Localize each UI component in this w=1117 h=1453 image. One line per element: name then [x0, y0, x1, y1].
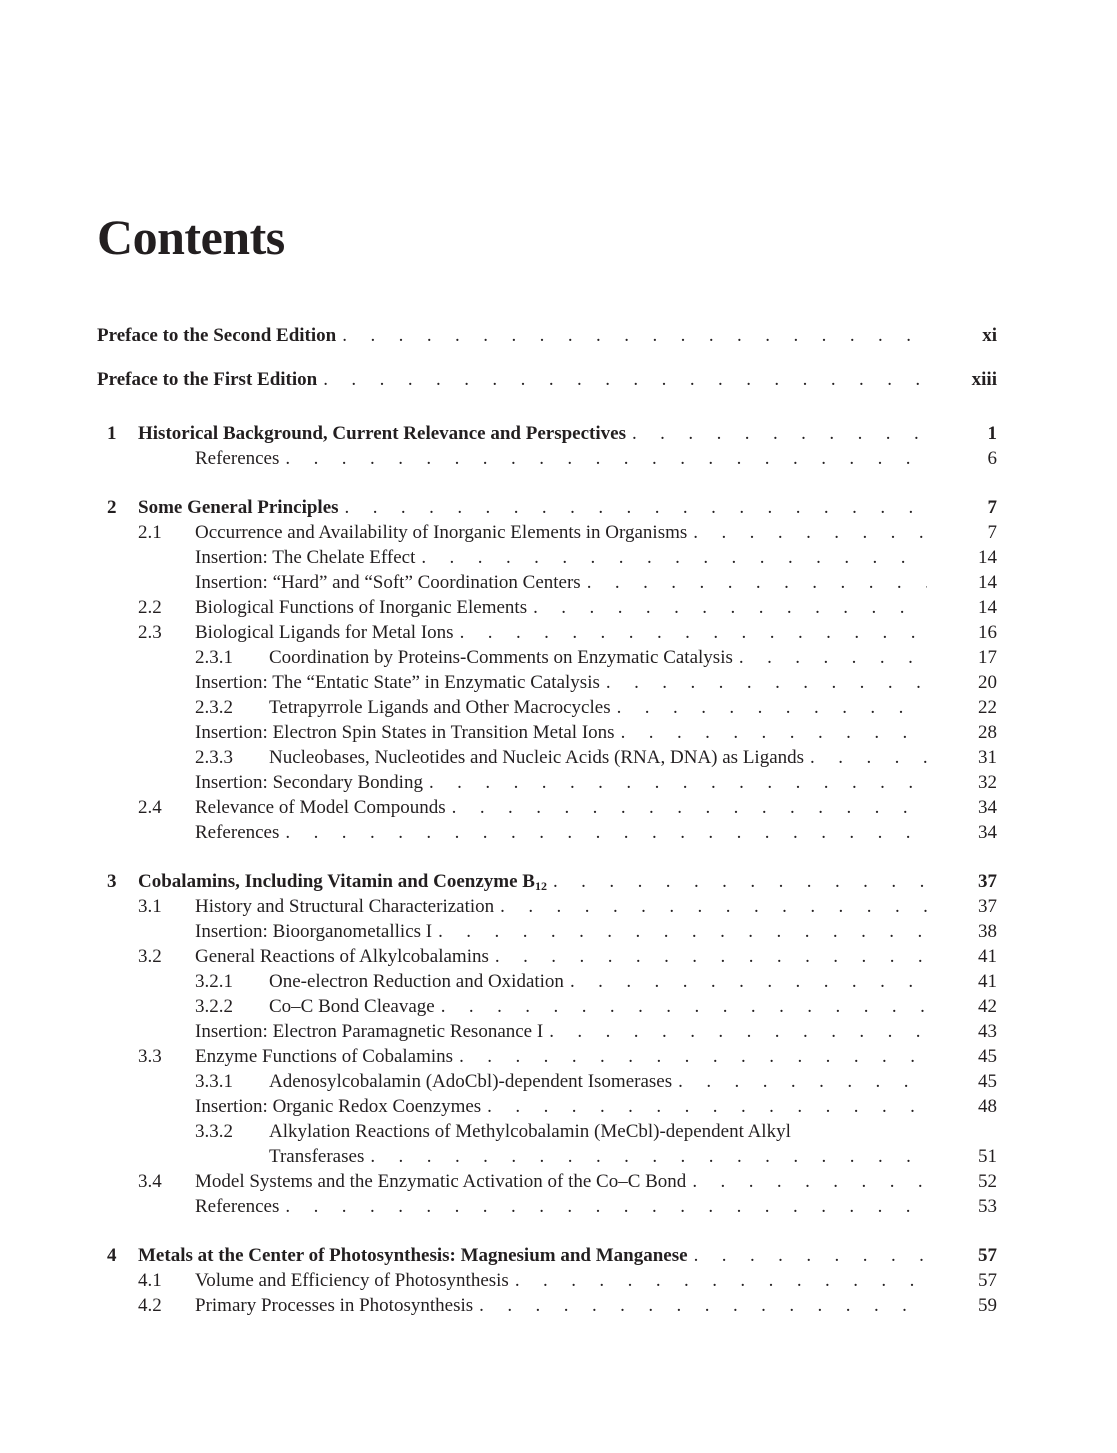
toc-entry-preface-second-edition[interactable] [97, 323, 997, 348]
page-number: 34 [978, 822, 997, 843]
entry-title: Insertion: Secondary Bonding [195, 772, 423, 793]
toc-entry[interactable] [97, 1169, 997, 1194]
dot-leader [615, 720, 927, 745]
section-number: 2.1 [138, 522, 162, 543]
toc-entry[interactable] [97, 446, 997, 471]
entry-title: Biological Functions of Inorganic Elements [195, 597, 528, 618]
section-number: 4.1 [138, 1270, 162, 1291]
dot-leader [339, 495, 927, 520]
page-number: 6 [987, 448, 997, 469]
section-number: 3.2 [138, 946, 162, 967]
section-number: 2.3 [138, 622, 162, 643]
page-number: 20 [978, 672, 997, 693]
entry-title: Insertion: The “Entatic State” in Enzymatic Catalysis [195, 672, 600, 693]
dot-leader [453, 1044, 927, 1069]
page-number: 57 [978, 1270, 997, 1291]
dot-leader [489, 944, 927, 969]
toc-chapter-1[interactable] [97, 421, 997, 446]
page-number: 31 [978, 747, 997, 768]
chapter-title-subscript: 12 [534, 879, 547, 893]
toc-entry-continuation[interactable] [97, 1144, 997, 1169]
page-number: 48 [978, 1096, 997, 1117]
page-number: 59 [978, 1295, 997, 1316]
page-number: 37 [978, 896, 997, 917]
toc-entry[interactable] [97, 1119, 997, 1144]
page-number: 34 [978, 797, 997, 818]
subsection-number: 2.3.2 [195, 697, 233, 718]
chapter-title-main: Cobalamins, Including Vitamin and Coenzyme B [138, 871, 535, 892]
section-number: 4.2 [138, 1295, 162, 1316]
dot-leader [415, 545, 927, 570]
page-number: 37 [978, 871, 997, 892]
toc-entry[interactable] [97, 670, 997, 695]
toc-entry[interactable] [97, 1194, 997, 1219]
entry-title: Enzyme Functions of Cobalamins [195, 1046, 454, 1067]
entry-title: Relevance of Model Compounds [195, 797, 446, 818]
toc-entry[interactable] [97, 1019, 997, 1044]
toc-chapter-3[interactable] [97, 869, 997, 894]
dot-leader [611, 695, 927, 720]
page-number: 7 [987, 497, 997, 518]
toc-chapter-4[interactable] [97, 1243, 997, 1268]
section-number: 3.3 [138, 1046, 162, 1067]
section-number: 2.4 [138, 797, 162, 818]
subsection-number: 3.3.2 [195, 1121, 233, 1142]
entry-title: Preface to the Second Edition [97, 325, 337, 346]
entry-title: General Reactions of Alkylcobalamins [195, 946, 489, 967]
entry-title: Model Systems and the Enzymatic Activation of the Co–C Bond [195, 1171, 687, 1192]
dot-leader [494, 894, 927, 919]
page-number: 52 [978, 1171, 997, 1192]
dot-leader [672, 1069, 927, 1094]
toc-entry[interactable] [97, 1069, 997, 1094]
toc-entry[interactable] [97, 944, 997, 969]
toc-entry[interactable] [97, 545, 997, 570]
page-number: 38 [978, 921, 997, 942]
dot-leader [688, 1243, 927, 1268]
toc-entry[interactable] [97, 894, 997, 919]
entry-title: Insertion: Electron Paramagnetic Resonance I [195, 1021, 544, 1042]
dot-leader [600, 670, 927, 695]
toc-entry[interactable] [97, 1293, 997, 1318]
entry-title: Biological Ligands for Metal Ions [195, 622, 454, 643]
page-number: 14 [978, 547, 997, 568]
page-number: 45 [978, 1046, 997, 1067]
dot-leader [733, 645, 927, 670]
toc-chapter-2[interactable] [97, 495, 997, 520]
page-number: 43 [978, 1021, 997, 1042]
dot-leader [364, 1144, 927, 1169]
entry-title: References [195, 1196, 280, 1217]
entry-title: Adenosylcobalamin (AdoCbl)-dependent Isomerases [269, 1071, 673, 1092]
dot-leader [687, 520, 927, 545]
toc-entry[interactable] [97, 1268, 997, 1293]
entry-title: Occurrence and Availability of Inorganic Elements in Organisms [195, 522, 688, 543]
toc-entry[interactable] [97, 520, 997, 545]
page-number: 51 [978, 1146, 997, 1167]
page-number: 53 [978, 1196, 997, 1217]
toc-entry[interactable] [97, 770, 997, 795]
page-number: 42 [978, 996, 997, 1017]
dot-leader [581, 570, 927, 595]
toc-entry[interactable] [97, 1044, 997, 1069]
page-number: 17 [978, 647, 997, 668]
table-of-contents [97, 323, 997, 1318]
toc-entry[interactable] [97, 994, 997, 1019]
toc-entry[interactable] [97, 969, 997, 994]
dot-leader [509, 1268, 927, 1293]
toc-entry[interactable] [97, 620, 997, 645]
page-number: xiii [971, 369, 997, 390]
entry-title: Insertion: The Chelate Effect [195, 547, 416, 568]
chapter-title: Some General Principles [138, 497, 339, 518]
chapter-title: Historical Background, Current Relevance and Perspectives [138, 423, 626, 444]
chapter-title [138, 869, 547, 894]
subsection-number: 2.3.1 [195, 647, 233, 668]
entry-title: Insertion: Electron Spin States in Transition Metal Ions [195, 722, 615, 743]
entry-title: Tetrapyrrole Ligands and Other Macrocycles [269, 697, 611, 718]
toc-entry[interactable] [97, 745, 997, 770]
page-number: 7 [987, 522, 997, 543]
dot-leader [564, 969, 927, 994]
page-number: 45 [978, 1071, 997, 1092]
page-number: xi [982, 325, 997, 346]
entry-title: Co–C Bond Cleavage [269, 996, 435, 1017]
dot-leader [527, 595, 927, 620]
toc-entry[interactable] [97, 570, 997, 595]
toc-entry[interactable] [97, 1094, 997, 1119]
dot-leader [473, 1293, 927, 1318]
dot-leader [279, 820, 927, 845]
entry-title: References [195, 448, 280, 469]
section-number: 2.2 [138, 597, 162, 618]
page-number: 14 [978, 572, 997, 593]
section-number: 3.1 [138, 896, 162, 917]
toc-entry[interactable] [97, 595, 997, 620]
page-number: 32 [978, 772, 997, 793]
chapter-title: Metals at the Center of Photosynthesis: Magnesium and Manganese [138, 1245, 688, 1266]
dot-leader [435, 994, 927, 1019]
subsection-number: 3.3.1 [195, 1071, 233, 1092]
chapter-number: 4 [107, 1245, 117, 1266]
dot-leader [547, 869, 927, 894]
subsection-number: 2.3.3 [195, 747, 233, 768]
entry-title: Preface to the First Edition [97, 369, 318, 390]
entry-title: Coordination by Proteins-Comments on Enzymatic Catalysis [269, 647, 733, 668]
dot-leader [336, 323, 927, 348]
toc-entry[interactable] [97, 645, 997, 670]
dot-leader [481, 1094, 927, 1119]
toc-entry-preface-first-edition[interactable] [97, 367, 997, 392]
section-number: 3.4 [138, 1171, 162, 1192]
chapter-number: 1 [107, 423, 117, 444]
dot-leader [686, 1169, 927, 1194]
page-number: 1 [987, 423, 997, 444]
dot-leader [626, 421, 927, 446]
entry-title-line-1: Alkylation Reactions of Methylcobalamin (MeCbl)-dependent Alkyl [269, 1121, 791, 1142]
entry-title: Nucleobases, Nucleotides and Nucleic Acids (RNA, DNA) as Ligands [269, 747, 805, 768]
dot-leader [446, 795, 927, 820]
entry-title: Insertion: Bioorganometallics I [195, 921, 433, 942]
page-number: 28 [978, 722, 997, 743]
entry-title: Primary Processes in Photosynthesis [195, 1295, 474, 1316]
dot-leader [432, 919, 927, 944]
dot-leader [423, 770, 927, 795]
dot-leader [804, 745, 927, 770]
page-title: Contents [97, 209, 285, 265]
entry-title: Volume and Efficiency of Photosynthesis [195, 1270, 509, 1291]
entry-title: Insertion: “Hard” and “Soft” Coordination Centers [195, 572, 581, 593]
page-number: 41 [978, 946, 997, 967]
dot-leader [317, 367, 927, 392]
subsection-number: 3.2.1 [195, 971, 233, 992]
entry-title-line-2: Transferases [269, 1146, 365, 1167]
page-number: 14 [978, 597, 997, 618]
page-number: 22 [978, 697, 997, 718]
dot-leader [279, 446, 927, 471]
page-number: 57 [978, 1245, 997, 1266]
toc-entry[interactable] [97, 795, 997, 820]
page-number: 16 [978, 622, 997, 643]
page-number: 41 [978, 971, 997, 992]
entry-title: One-electron Reduction and Oxidation [269, 971, 564, 992]
toc-entry[interactable] [97, 720, 997, 745]
dot-leader [454, 620, 927, 645]
toc-entry[interactable] [97, 695, 997, 720]
entry-title: Insertion: Organic Redox Coenzymes [195, 1096, 482, 1117]
dot-leader [279, 1194, 927, 1219]
toc-entry[interactable] [97, 820, 997, 845]
entry-title: References [195, 822, 280, 843]
dot-leader [543, 1019, 927, 1044]
toc-entry[interactable] [97, 919, 997, 944]
subsection-number: 3.2.2 [195, 996, 233, 1017]
chapter-number: 3 [107, 871, 117, 892]
entry-title: History and Structural Characterization [195, 896, 495, 917]
chapter-number: 2 [107, 497, 117, 518]
